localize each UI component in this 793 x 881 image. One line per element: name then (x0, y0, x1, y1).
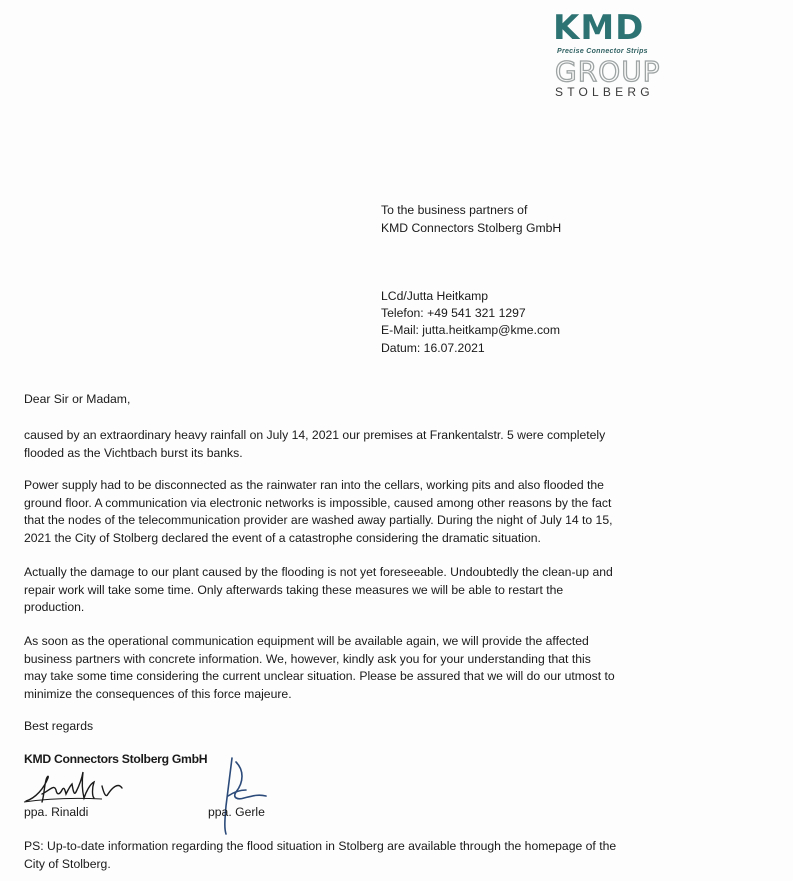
signature-company: KMD Connectors Stolberg GmbH (24, 752, 208, 766)
sender-phone: Telefon: +49 541 321 1297 (381, 306, 526, 320)
closing: Best regards (24, 719, 94, 733)
paragraph-4: As soon as the operational communication equipment will be available again, we will provide the affected business partners with concrete information. We, however, kindly ask you for your understanding that this may take some time considering the current unclear situation. Please be assured that we will do our utmost to minimize the consequences of this force majeure. (24, 634, 615, 701)
paragraph-3: Actually the damage to our plant caused by the flooding is not yet foreseeable. Undoubtedly the clean-up and repair work will take some time. Only afterwards taking these measures we will be able to restart the production. (24, 565, 613, 614)
postscript: PS: Up-to-date information regarding the flood situation in Stolberg are available through the homepage of the City of Stolberg. (24, 839, 617, 871)
company-logo (553, 10, 677, 100)
signer-gerle: ppa. Gerle (208, 805, 265, 819)
signer-rinaldi: ppa. Rinaldi (24, 805, 89, 819)
logo-group (555, 56, 677, 86)
letter-date: Datum: 16.07.2021 (381, 341, 485, 355)
logo-city: STOLBERG (555, 85, 654, 99)
recipient-line-1: To the business partners of (381, 203, 528, 217)
paragraph-2: Power supply had to be disconnected as the rainwater ran into the cellars, working pits and also flooded the ground floor. A communication via electronic networks is impossible, caused among other reasons by the fact that the nodes of the telecommunication provider are washed away partially. During the night of July 14 to 15, 2021 the City of Stolberg declared the event of a catastrophe considering the dramatic situation. (24, 478, 613, 545)
logo-group-text: GROUP (555, 56, 661, 86)
sender-dept: LCd/Jutta Heitkamp (381, 289, 489, 303)
paragraph-1: caused by an extraordinary heavy rainfall on July 14, 2021 our premises at Frankentalstr. 5 were completely flooded as the Vichtbach burst its banks. (24, 428, 606, 460)
sender-email: E-Mail: jutta.heitkamp@kme.com (381, 323, 560, 337)
salutation: Dear Sir or Madam, (24, 392, 131, 406)
signature-rinaldi (22, 768, 132, 808)
signature-gerle (214, 756, 274, 836)
logo-brand: KMD (553, 8, 645, 48)
recipient-line-2: KMD Connectors Stolberg GmbH (381, 221, 562, 235)
logo-tagline: Precise Connector Strips (557, 48, 648, 55)
